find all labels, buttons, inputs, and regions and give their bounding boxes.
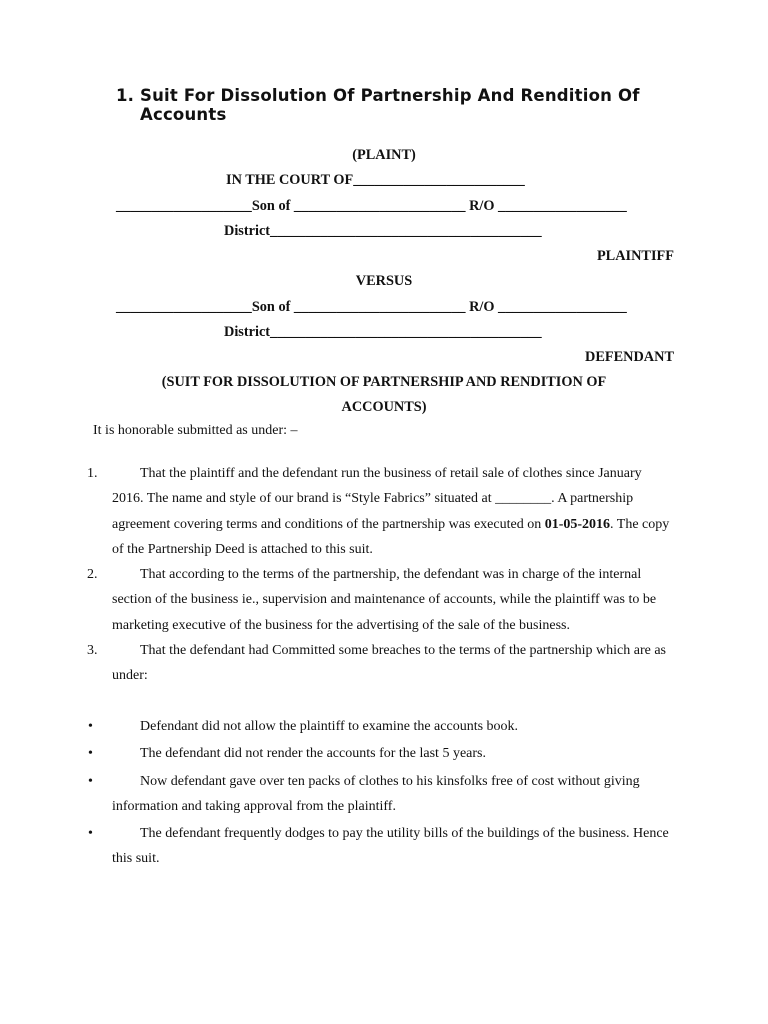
paragraph-text	[112, 461, 675, 562]
plaintiff-line: ___________________Son of ________________________ R/O __________________	[116, 198, 627, 214]
paragraph-number: 1.	[87, 466, 98, 481]
bullet-text: The defendant frequently dodges to pay the utility bills of the buildings of the business. Hence this suit.	[112, 826, 669, 867]
intro-text: It is honorable submitted as under: –	[93, 423, 298, 438]
plaintiff-district-line: District______________________________________	[224, 223, 542, 239]
numbered-paragraphs	[87, 461, 675, 689]
bullet-item	[87, 769, 675, 820]
court-line: IN THE COURT OF________________________	[226, 172, 525, 188]
suit-heading-line1: (SUIT FOR DISSOLUTION OF PARTNERSHIP AND RENDITION OF	[161, 374, 607, 390]
paragraph-text: That the defendant had Committed some breaches to the terms of the partnership which are as under:	[112, 643, 666, 684]
paragraph-text-a: That the plaintiff and the defendant run the business of retail sale of clothes since January 2016. The name and style of our brand is “Style Fabrics” situated at ________. A partnership agreement covering terms and conditions of the partnership was executed on	[112, 466, 642, 532]
paragraph-text: That according to the terms of the partnership, the defendant was in charge of the internal section of the business ie., supervision and maintenance of accounts, while the plaintiff was to be marketing executive of the business for the advertising of the sale of the business.	[112, 567, 657, 633]
suit-heading-line2: ACCOUNTS)	[341, 399, 427, 415]
plaint-heading: (PLAINT)	[352, 147, 416, 163]
bullet-item	[87, 714, 675, 739]
paragraph-1	[87, 461, 675, 562]
deed-date: 01-05-2016	[544, 516, 611, 532]
bullet-text: Defendant did not allow the plaintiff to examine the accounts book.	[140, 719, 519, 734]
defendant-label: DEFENDANT	[585, 349, 674, 365]
bullet-icon: •	[88, 719, 93, 734]
bullet-item	[87, 741, 675, 766]
paragraph-number: 2.	[87, 567, 98, 583]
plaintiff-label: PLAINTIFF	[596, 248, 674, 264]
breaches-bullet-list	[87, 714, 675, 872]
paragraph-2	[87, 562, 675, 638]
bullet-icon: •	[88, 746, 93, 762]
paragraph-text-b: . The copy of the Partnership Deed is attached to this suit.	[112, 516, 670, 557]
title-text: Suit For Dissolution Of Partnership And Rendition Of Accounts	[140, 86, 640, 124]
bullet-icon: •	[88, 773, 93, 789]
title-number: 1.	[116, 86, 135, 105]
defendant-district-line: District______________________________________	[224, 324, 542, 340]
bullet-text: The defendant did not render the accounts for the last 5 years.	[140, 746, 486, 762]
bullet-text: Now defendant gave over ten packs of clothes to his kinsfolks free of cost without giving information and taking approval from the plaintiff.	[112, 773, 640, 814]
bullet-icon: •	[88, 826, 93, 842]
defendant-line: ___________________Son of ________________________ R/O __________________	[116, 299, 627, 315]
bullet-item	[87, 821, 675, 872]
paragraph-number: 3.	[87, 643, 98, 659]
paragraph-3	[87, 638, 675, 689]
versus-heading: VERSUS	[355, 273, 413, 289]
